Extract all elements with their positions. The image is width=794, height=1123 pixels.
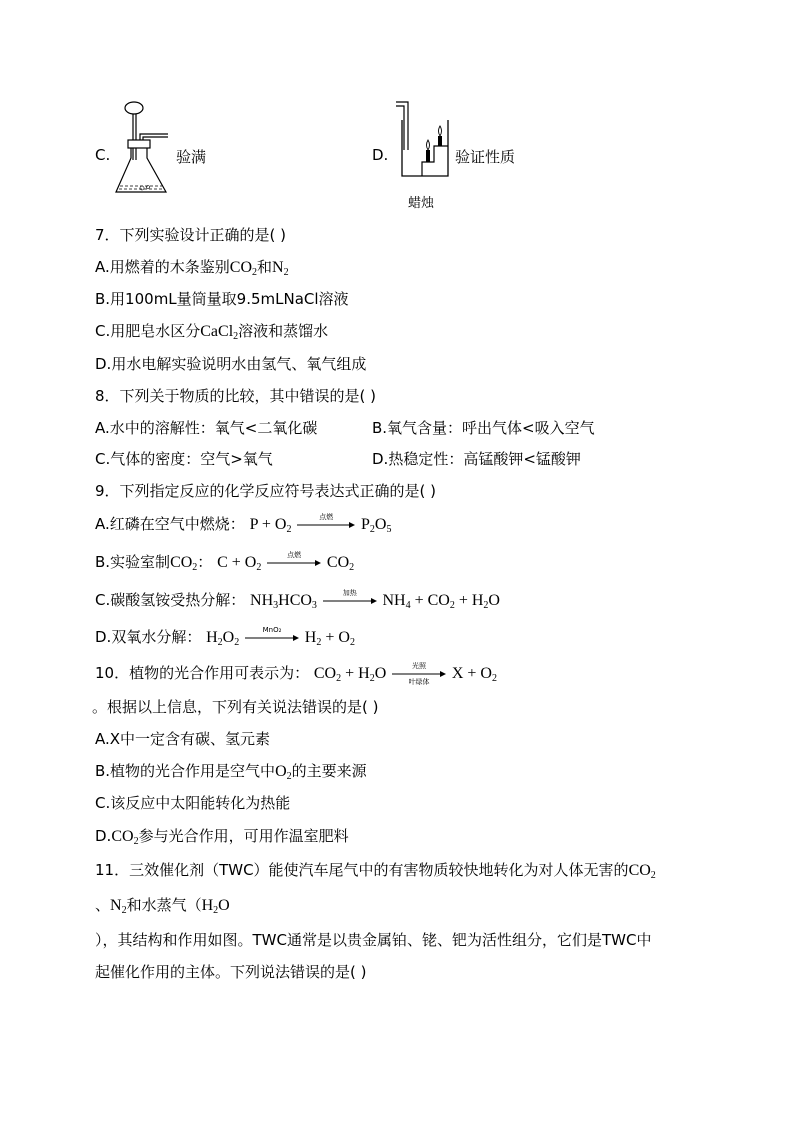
q10-option-c: C.该反应中太阳能转化为热能 <box>95 794 291 812</box>
q11-line-3: ），其结构和作用如图。TWC通常是以贵金属铂、铑、钯为活性组分，它们是TWC中 <box>95 931 652 949</box>
option-c-label: 验满 <box>176 148 207 166</box>
reaction-arrow: 点燃 <box>297 522 355 528</box>
q9-option-b: B.实验室制$CO_2$： $C + O_2$ 点燃 $CO_2$ <box>95 550 355 573</box>
reaction-arrow: MnO₂ <box>245 635 299 641</box>
q8-option-c: C.气体的密度：空气>氧气 <box>95 450 273 468</box>
q8-option-b: B.氧气含量：呼出气体<吸入空气 <box>372 419 595 437</box>
q9-option-d: D.双氧水分解： $H_2O_2$ MnO₂ $H_2 + O_2$ <box>95 625 355 648</box>
reaction-arrow: 点燃 <box>267 560 321 566</box>
reaction-arrow: 加热 <box>323 598 377 604</box>
option-c-letter: C. <box>95 146 111 164</box>
beaker-candle-figure <box>392 100 454 182</box>
q7-option-d: D.用水电解实验说明水由氢气、氧气组成 <box>95 355 367 373</box>
q9-option-c: C.碳酸氢铵受热分解： $NH_3HCO_3$ 加热 $NH_4 + CO_2 + H_2O$ <box>95 588 500 611</box>
q10-stem-continued: 。根据以上信息，下列有关说法错误的是( ) <box>92 698 379 716</box>
option-d-letter: D. <box>372 146 389 164</box>
q7-option-b: B.用100mL量筒量取9.5mLNaCl溶液 <box>95 290 349 308</box>
flask-apparatus-figure <box>112 100 174 198</box>
option-d-label: 验证性质 <box>455 148 516 166</box>
q11-line-4: 起催化作用的主体。下列说法错误的是( ) <box>95 963 367 981</box>
candle-caption: 蜡烛 <box>408 196 435 211</box>
q10-stem: 10．植物的光合作用可表示为： $CO_2 + H_2O$ 光照 叶绿体 $X + O_2$ <box>95 661 497 686</box>
q10-option-b: B.植物的光合作用是空气中$O_2$的主要来源 <box>95 762 367 782</box>
q9-option-a: A.红磷在空气中燃烧： $P + O_2$ 点燃 $P_2O_5$ <box>95 512 392 535</box>
q7-option-a: A.用燃着的木条鉴别$CO_2$和$N_2$ <box>95 258 289 278</box>
q11-line-2: 、$N_2$和水蒸气（$H_2O$ <box>95 896 230 916</box>
q8-option-d: D.热稳定性：高锰酸钾<锰酸钾 <box>372 450 581 468</box>
q7-option-c: C.用肥皂水区分CaCl$_2$溶液和蒸馏水 <box>95 322 329 342</box>
q9-stem: 9．下列指定反应的化学反应符号表达式正确的是( ) <box>95 482 437 500</box>
q8-option-a: A.水中的溶解性：氧气<二氧化碳 <box>95 419 318 437</box>
q8-stem: 8．下列关于物质的比较，其中错误的是( ) <box>95 387 377 405</box>
q11-line-1: 11．三效催化剂（TWC）能使汽车尾气中的有害物质较快地转化为对人体无害的$CO_2$ <box>95 861 656 881</box>
reaction-arrow: 光照 叶绿体 <box>392 671 446 677</box>
q10-option-a: A.X中一定含有碳、氢元素 <box>95 730 271 748</box>
q7-stem: 7．下列实验设计正确的是( ) <box>95 226 287 244</box>
q10-option-d: $D.CO_2$参与光合作用，可用作温室肥料 <box>95 827 349 847</box>
